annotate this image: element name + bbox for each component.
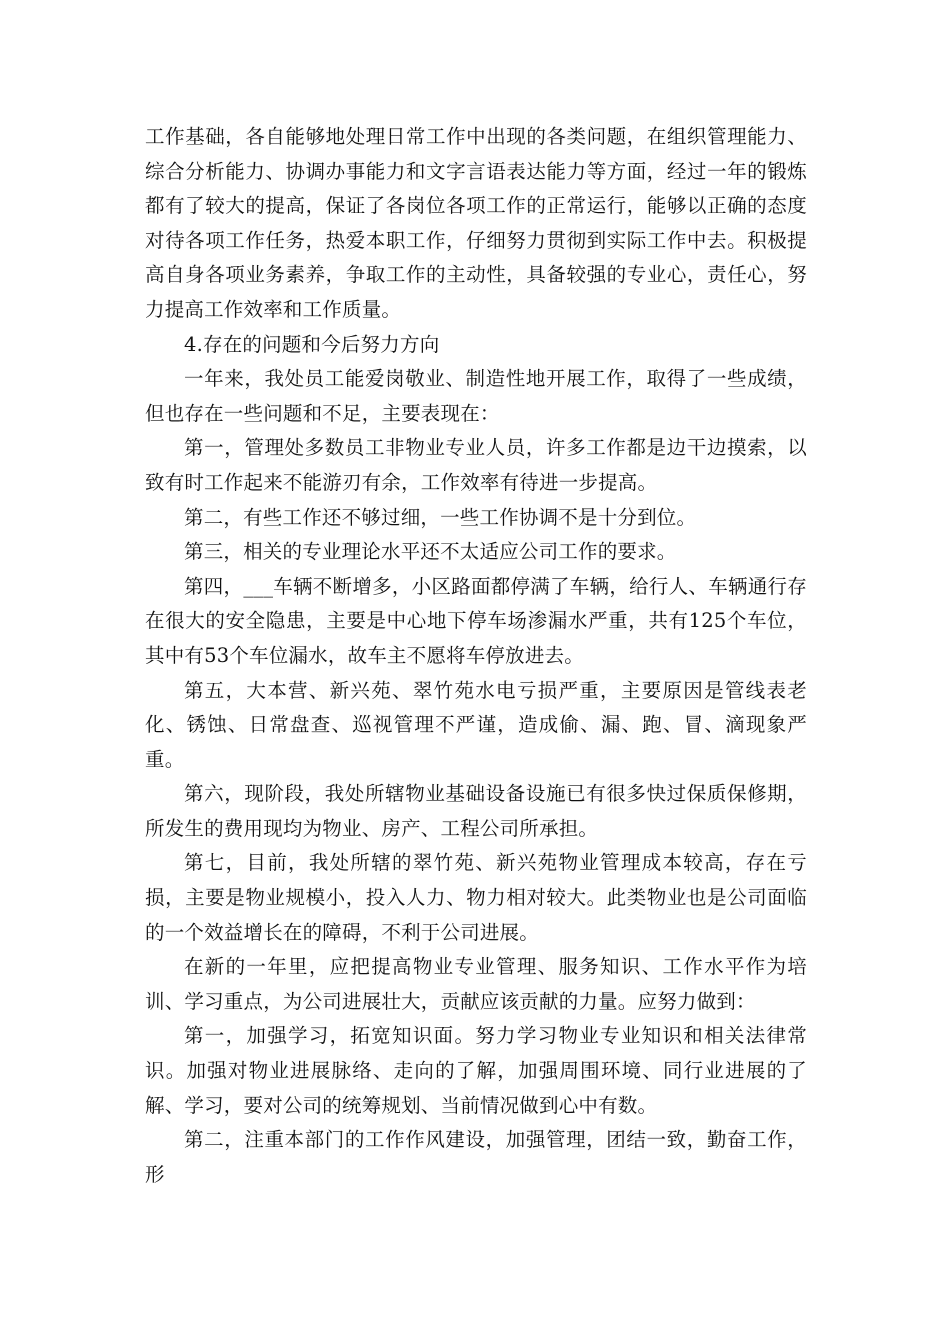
paragraph-problem-6: 第六，现阶段，我处所辖物业基础设备设施已有很多快过保质保修期，所发生的费用现均为物业、房产、工程公司所承担。	[145, 782, 807, 840]
paragraph-problem-7: 第七，目前，我处所辖的翠竹苑、新兴苑物业管理成本较高，存在亏损，主要是物业规模小，投入人力、物力相对较大。此类物业也是公司面临的一个效益增长在的障碍，不利于公司进展。	[145, 851, 807, 944]
paragraph-new-year-plan: 在新的一年里，应把提高物业专业管理、服务知识、工作水平作为培训、学习重点，为公司进展壮大，贡献应该贡献的力量。应努力做到：	[145, 955, 807, 1013]
paragraph-problem-3: 第三，相关的专业理论水平还不太适应公司工作的要求。	[184, 540, 677, 564]
paragraph-plan-1: 第一，加强学习，拓宽知识面。努力学习物业专业知识和相关法律常识。加强对物业进展脉络、走向的了解，加强周围环境、同行业进展的了解、学习，要对公司的统筹规划、当前情况做到心中有数。	[145, 1024, 807, 1117]
paragraph-problem-5: 第五，大本营、新兴苑、翠竹苑水电亏损严重，主要原因是管线表老化、锈蚀、日常盘查、巡视管理不严谨，造成偷、漏、跑、冒、滴现象严重。	[145, 678, 807, 771]
paragraph-plan-2: 第二，注重本部门的工作作风建设，加强管理，团结一致，勤奋工作，形	[145, 1128, 807, 1186]
paragraph-intro-problems: 一年来，我处员工能爱岗敬业、制造性地开展工作，取得了一些成绩，但也存在一些问题和不足，主要表现在：	[145, 367, 807, 425]
paragraph-problem-1: 第一，管理处多数员工非物业专业人员，许多工作都是边干边摸索，以致有时工作起来不能游刃有余，工作效率有待进一步提高。	[145, 436, 807, 494]
paragraph-work-foundation: 工作基础，各自能够地处理日常工作中出现的各类问题，在组织管理能力、综合分析能力、协调办事能力和文字言语表达能力等方面，经过一年的锻炼都有了较大的提高，保证了各岗位各项工作的正常运行，能够以正确的态度对待各项工作任务，热爱本职工作，仔细努力贯彻到实际工作中去。积极提高自身各项业务素养，争取工作的主动性，具备较强的专业心，责任心，努力提高工作效率和工作质量。	[145, 125, 807, 321]
paragraph-problem-2: 第二，有些工作还不够过细，一些工作协调不是十分到位。	[184, 505, 697, 529]
section-heading-problems: 4.存在的问题和今后努力方向	[184, 332, 440, 356]
paragraph-problem-4: 第四，___车辆不断增多，小区路面都停满了车辆，给行人、车辆通行存在很大的安全隐患，主要是中心地下停车场渗漏水严重，共有125个车位，其中有53个车位漏水，故车主不愿将车停放进去。	[145, 574, 807, 667]
document-page	[145, 120, 807, 1192]
